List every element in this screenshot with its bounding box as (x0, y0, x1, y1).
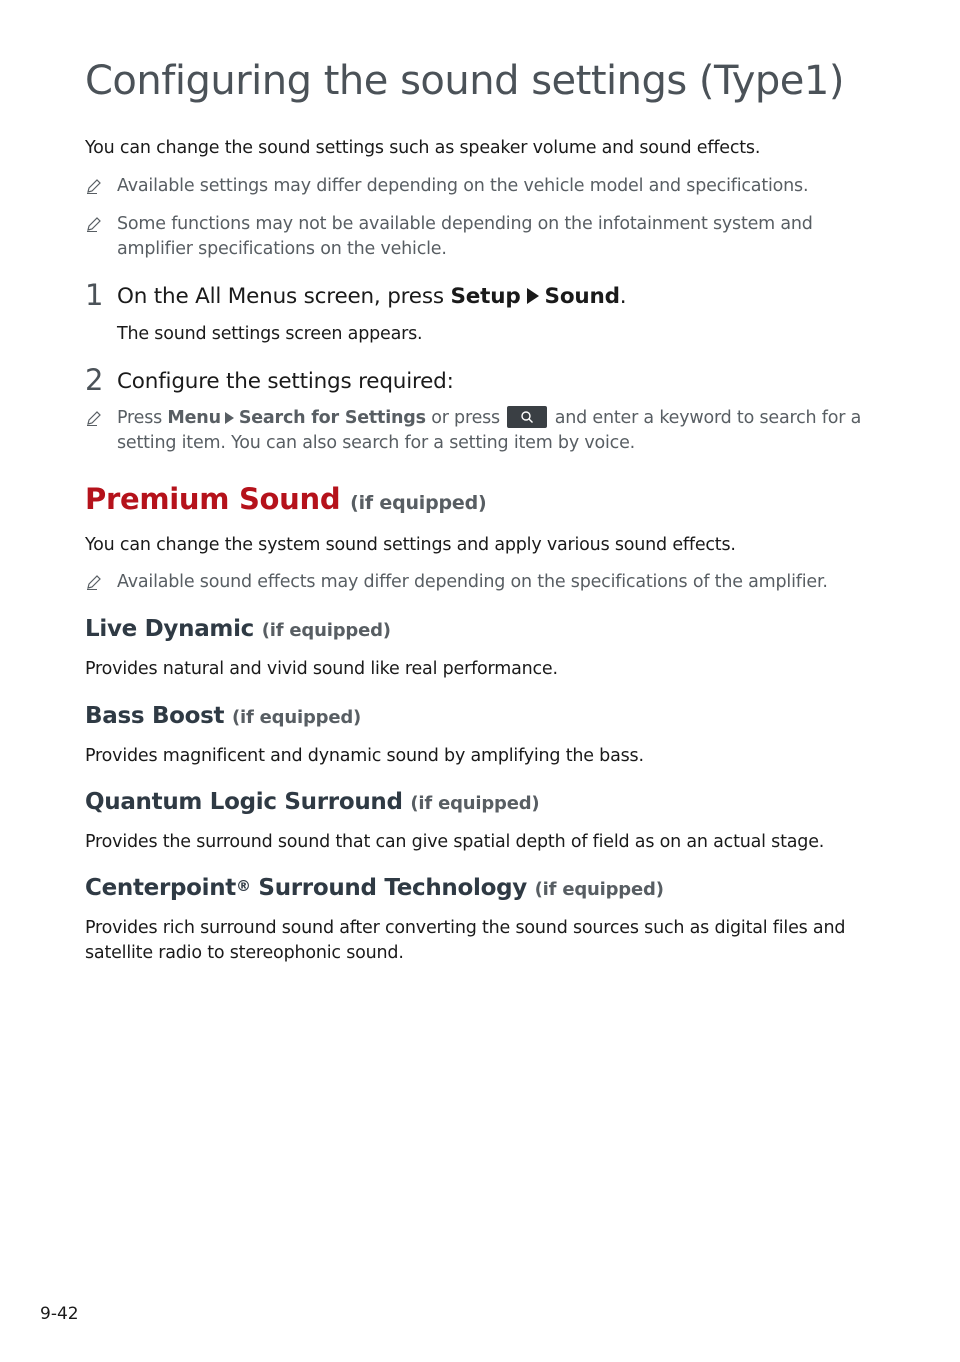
page-title: Configuring the sound settings (Type1) (85, 58, 844, 104)
step-2 (85, 363, 875, 397)
note-or: or press (425, 408, 506, 428)
quantum-logic-desc: Provides the surround sound that can give spatial depth of field as on an actual stage. (85, 832, 825, 852)
pencil-note-icon (85, 573, 103, 591)
note-text: Available settings may differ depending on the vehicle model and specifications. (117, 176, 809, 196)
step-instruction (117, 282, 875, 312)
live-dynamic-desc: Provides natural and vivid sound like real performance. (85, 659, 558, 679)
step-number: 2 (85, 363, 104, 397)
if-equipped-label: (if equipped) (534, 879, 664, 900)
pencil-note-icon (85, 409, 103, 427)
feature-name: Live Dynamic (85, 616, 255, 642)
note-available-settings (85, 174, 875, 199)
feature-name: Bass Boost (85, 703, 225, 729)
centerpoint-desc: Provides rich surround sound after converting the sound sources such as digital files and satellite radio to stereophonic sound. (85, 918, 846, 963)
page-number: 9-42 (40, 1304, 79, 1324)
step-instruction: Configure the settings required: (117, 369, 454, 394)
search-key (507, 406, 547, 428)
step-text-suffix: . (619, 284, 627, 309)
pencil-note-icon (85, 215, 103, 233)
note-search-settings (85, 406, 875, 456)
note-text (117, 406, 875, 456)
note-sound-effects (85, 570, 875, 595)
step-number: 1 (85, 278, 104, 312)
step-1 (85, 278, 875, 312)
intro-text: You can change the sound settings such as speaker volume and sound effects. (85, 138, 761, 158)
premium-sound-heading (85, 482, 486, 516)
if-equipped-label: (if equipped) (350, 492, 487, 514)
note-infotainment (85, 212, 875, 262)
triangle-arrow-icon (527, 288, 539, 304)
bass-boost-heading (85, 703, 361, 729)
premium-sound-desc: You can change the system sound settings and apply various sound effects. (85, 535, 736, 555)
note-text: Available sound effects may differ depending on the specifications of the amplifier. (117, 572, 828, 592)
step-text-prefix: On the All Menus screen, press (117, 284, 451, 309)
quantum-logic-heading (85, 789, 539, 815)
centerpoint-heading (85, 875, 664, 901)
search-icon (520, 410, 534, 424)
triangle-arrow-icon (225, 412, 234, 424)
live-dynamic-heading (85, 616, 391, 642)
note-after: and enter a keyword to search for a setting item. You can also search for a setting item by voice. (117, 408, 862, 453)
menu-label: Menu (167, 408, 221, 428)
sound-menu-label: Sound (544, 284, 620, 309)
if-equipped-label: (if equipped) (231, 707, 362, 728)
note-text: Some functions may not be available depending on the infotainment system and amplifier specifications on the vehicle. (117, 214, 813, 259)
pencil-note-icon (85, 177, 103, 195)
if-equipped-label: (if equipped) (261, 620, 391, 641)
if-equipped-label: (if equipped) (410, 793, 540, 814)
feature-name-rest: Surround Technology (250, 875, 527, 901)
feature-name: Quantum Logic Surround (85, 789, 403, 815)
bass-boost-desc: Provides magnificent and dynamic sound by amplifying the bass. (85, 746, 644, 766)
heading-text: Premium Sound (85, 482, 341, 516)
feature-name: Centerpoint (85, 875, 237, 901)
note-press: Press (117, 408, 168, 428)
step-1-result: The sound settings screen appears. (117, 324, 423, 344)
setup-menu-label: Setup (450, 284, 521, 309)
search-for-settings-label: Search for Settings (238, 408, 426, 428)
registered-mark: ® (236, 877, 251, 895)
